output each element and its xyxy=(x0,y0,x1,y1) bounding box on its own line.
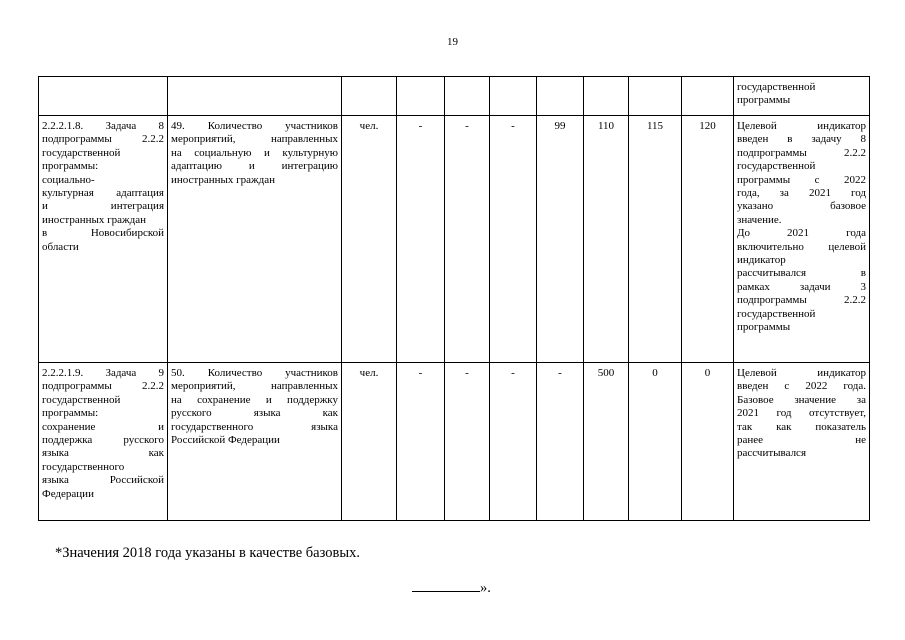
indicator-cell xyxy=(168,116,342,363)
text-line: мероприятий, направленных xyxy=(171,133,338,146)
text-line: государственной xyxy=(737,307,816,320)
note-cell xyxy=(734,116,870,363)
indicator-cell xyxy=(168,77,342,116)
text-line: иностранных граждан xyxy=(171,173,276,186)
text-line: в Новосибирской xyxy=(42,227,164,240)
text-line: введен с 2022 года. xyxy=(737,380,866,393)
text-line: значение. xyxy=(737,213,782,226)
text-line: рассчитывался xyxy=(737,447,807,460)
value-cell: 0 xyxy=(629,363,682,521)
value-cell: - xyxy=(490,116,537,363)
text-line: социально- xyxy=(42,173,95,186)
text-line: и интеграция xyxy=(42,200,164,213)
text-line: иностранных граждан xyxy=(42,213,147,226)
indicator-cell xyxy=(168,363,342,521)
text-line: 2.2.2.1.9. Задача 9 xyxy=(42,367,164,379)
closing-mark xyxy=(412,579,491,597)
value-cell: 115 xyxy=(629,116,682,363)
task-cell xyxy=(39,363,168,521)
text-line: подпрограммы 2.2.2 xyxy=(737,294,866,307)
text-line: рассчитывался в xyxy=(737,267,866,280)
text-line: введен в задачу 8 xyxy=(737,133,866,146)
value-cell: - xyxy=(445,363,490,521)
value-cell: - xyxy=(537,363,584,521)
value-cell: - xyxy=(397,116,445,363)
text-line: программы xyxy=(737,94,791,107)
task-cell xyxy=(39,116,168,363)
indicator-table xyxy=(38,76,870,521)
text-line: 49. Количество участников xyxy=(171,120,338,132)
value-cell: - xyxy=(397,363,445,521)
text-line: программы: xyxy=(42,407,99,420)
value-cell xyxy=(397,77,445,116)
text-line: адаптацию и интеграцию xyxy=(171,160,338,173)
text-line: поддержка русского xyxy=(42,434,164,447)
text-line: программы: xyxy=(42,160,99,173)
unit-cell: чел. xyxy=(342,363,397,521)
table-row xyxy=(39,77,870,116)
text-line: так как показатель xyxy=(737,420,866,433)
text-line: государственной xyxy=(737,81,816,93)
text-line: языка как xyxy=(42,447,164,460)
value-cell: 120 xyxy=(682,116,734,363)
value-cell xyxy=(629,77,682,116)
value-cell xyxy=(682,77,734,116)
value-cell: 0 xyxy=(682,363,734,521)
text-line: До 2021 года xyxy=(737,227,866,240)
text-line: культурная адаптация xyxy=(42,187,164,200)
closing-quote: ». xyxy=(480,580,491,596)
text-line: сохранение и xyxy=(42,420,164,433)
footnote: *Значения 2018 года указаны в качестве базовых. xyxy=(55,545,360,561)
text-line: 2.2.2.1.8. Задача 8 xyxy=(42,120,164,132)
value-cell: 110 xyxy=(584,116,629,363)
text-line: Федерации xyxy=(42,487,94,500)
value-cell: 99 xyxy=(537,116,584,363)
text-line: государственной xyxy=(42,146,121,159)
text-line: подпрограммы 2.2.2 xyxy=(42,380,164,393)
text-line: подпрограммы 2.2.2 xyxy=(737,146,866,159)
text-line: Целевой индикатор xyxy=(737,120,866,132)
page-number: 19 xyxy=(447,36,458,48)
value-cell xyxy=(584,77,629,116)
text-line: государственной xyxy=(737,160,816,173)
text-line: включительно целевой xyxy=(737,240,866,253)
task-cell xyxy=(39,77,168,116)
text-line: на сохранение и поддержку xyxy=(171,393,338,406)
note-cell xyxy=(734,77,870,116)
text-line: ранее не xyxy=(737,434,866,447)
text-line: Базовое значение за xyxy=(737,393,866,406)
text-line: государственного языка xyxy=(171,420,338,433)
note-cell xyxy=(734,363,870,521)
unit-cell: чел. xyxy=(342,116,397,363)
text-line: программы xyxy=(737,321,791,334)
value-cell xyxy=(445,77,490,116)
text-line: индикатор xyxy=(737,254,786,267)
text-line: Российской Федерации xyxy=(171,434,280,447)
value-cell xyxy=(537,77,584,116)
text-line: подпрограммы 2.2.2 xyxy=(42,133,164,146)
value-cell: 500 xyxy=(584,363,629,521)
text-line: 50. Количество участников xyxy=(171,367,338,379)
text-line: на социальную и культурную xyxy=(171,146,338,159)
text-line: области xyxy=(42,240,79,253)
value-cell xyxy=(490,77,537,116)
text-line: 2021 год отсутствует, xyxy=(737,407,866,420)
text-line: государственной xyxy=(42,393,121,406)
table-row xyxy=(39,363,870,521)
text-line: программы с 2022 xyxy=(737,173,866,186)
table-row xyxy=(39,116,870,363)
text-line: Целевой индикатор xyxy=(737,367,866,379)
text-line: мероприятий, направленных xyxy=(171,380,338,393)
blank-line xyxy=(412,579,480,592)
unit-cell xyxy=(342,77,397,116)
value-cell: - xyxy=(490,363,537,521)
text-line: рамках задачи 3 xyxy=(737,280,866,293)
value-cell: - xyxy=(445,116,490,363)
text-line: языка Российской xyxy=(42,474,164,487)
text-line: года, за 2021 год xyxy=(737,187,866,200)
text-line: русского языка как xyxy=(171,407,338,420)
text-line: указано базовое xyxy=(737,200,866,213)
text-line: государственного xyxy=(42,460,125,473)
